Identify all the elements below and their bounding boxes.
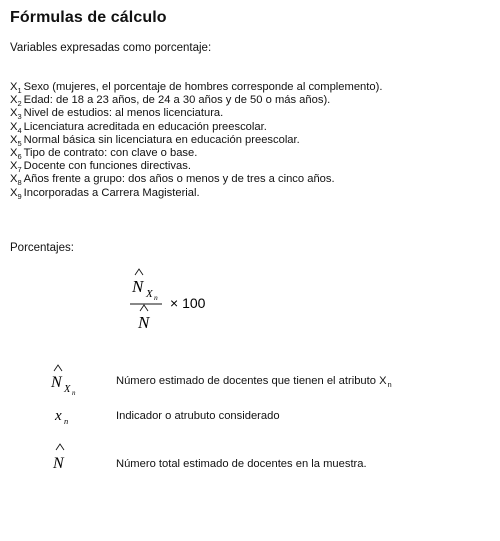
numerator-symbol: N [132, 277, 144, 296]
numerator-subscript: X [146, 288, 153, 300]
numerator-subsubscript: n [154, 293, 158, 302]
variable-index: 5 [17, 138, 22, 148]
legend-symbol-xn [48, 406, 88, 430]
intro-text: Variables expresadas como porcentaje: [10, 42, 212, 54]
variable-index: 7 [17, 165, 22, 175]
legend-subsubscript: n [72, 389, 76, 397]
variable-list [10, 81, 382, 200]
variable-description: Docente con funciones directivas. [23, 160, 191, 173]
legend-attr-subscript: n [387, 380, 392, 389]
variable-description: Nivel de estudios: al menos licenciatura. [23, 107, 224, 120]
numerator-hat [135, 269, 143, 275]
variable-symbol: X [10, 173, 18, 186]
variable-description: Tipo de contrato: con clave o base. [23, 146, 198, 159]
list-item [10, 187, 382, 200]
variable-index: 4 [17, 125, 22, 135]
list-item [10, 147, 382, 160]
legend-symbol: N [53, 455, 64, 472]
list-item [10, 94, 382, 107]
variable-index: 3 [17, 112, 22, 122]
variable-symbol: X [10, 186, 18, 199]
denominator-hat [140, 305, 148, 311]
percent-heading: Porcentajes: [10, 242, 74, 254]
legend-symbol: N [51, 374, 62, 391]
variable-index: 1 [17, 86, 22, 95]
page-title: Fórmulas de cálculo [10, 9, 167, 26]
legend-symbol-nxn [48, 364, 88, 398]
variable-symbol: X [10, 133, 18, 146]
variable-index: 8 [17, 178, 22, 188]
variable-description: Normal básica sin licenciatura en educación preescolar. [23, 133, 300, 146]
formula-multiplier: × 100 [170, 295, 206, 311]
list-item [10, 160, 382, 173]
variable-symbol: X [10, 146, 18, 159]
variable-description: Edad: de 18 a 23 años, de 24 a 30 años y de 50 o más años). [23, 94, 331, 107]
legend-description: Indicador o atrubuto considerado [116, 410, 280, 422]
variable-symbol: X [10, 107, 18, 120]
variable-index: 9 [17, 191, 22, 201]
legend-subscript: n [64, 416, 69, 426]
variable-symbol: X [10, 81, 18, 93]
variable-index: 2 [17, 99, 22, 109]
legend-subscript: X [64, 384, 71, 395]
list-item [10, 121, 382, 134]
variable-description: Licenciatura acreditada en educación preescolar. [23, 120, 267, 133]
percentage-formula [130, 262, 290, 340]
legend-description: Número estimado de docentes que tienen el atributo $X_n$ [116, 375, 392, 389]
list-item [10, 107, 382, 120]
variable-description: Incorporadas a Carrera Magisterial. [23, 186, 200, 199]
legend-symbol-n [48, 443, 88, 473]
variable-symbol: X [10, 160, 18, 173]
variable-symbol: X [10, 120, 18, 133]
variable-description: Años frente a grupo: dos años o menos y de tres a cinco años. [23, 173, 335, 186]
variable-description: Sexo (mujeres, el porcentaje de hombres corresponde al complemento). [23, 81, 383, 93]
list-item [10, 134, 382, 147]
list-item [10, 81, 382, 94]
denominator-symbol: N [138, 313, 150, 332]
legend-symbol: x [55, 408, 62, 424]
list-item [10, 173, 382, 186]
legend-description: Número total estimado de docentes en la muestra. [116, 458, 367, 470]
variable-index: 6 [17, 151, 22, 161]
variable-symbol: X [10, 94, 18, 107]
